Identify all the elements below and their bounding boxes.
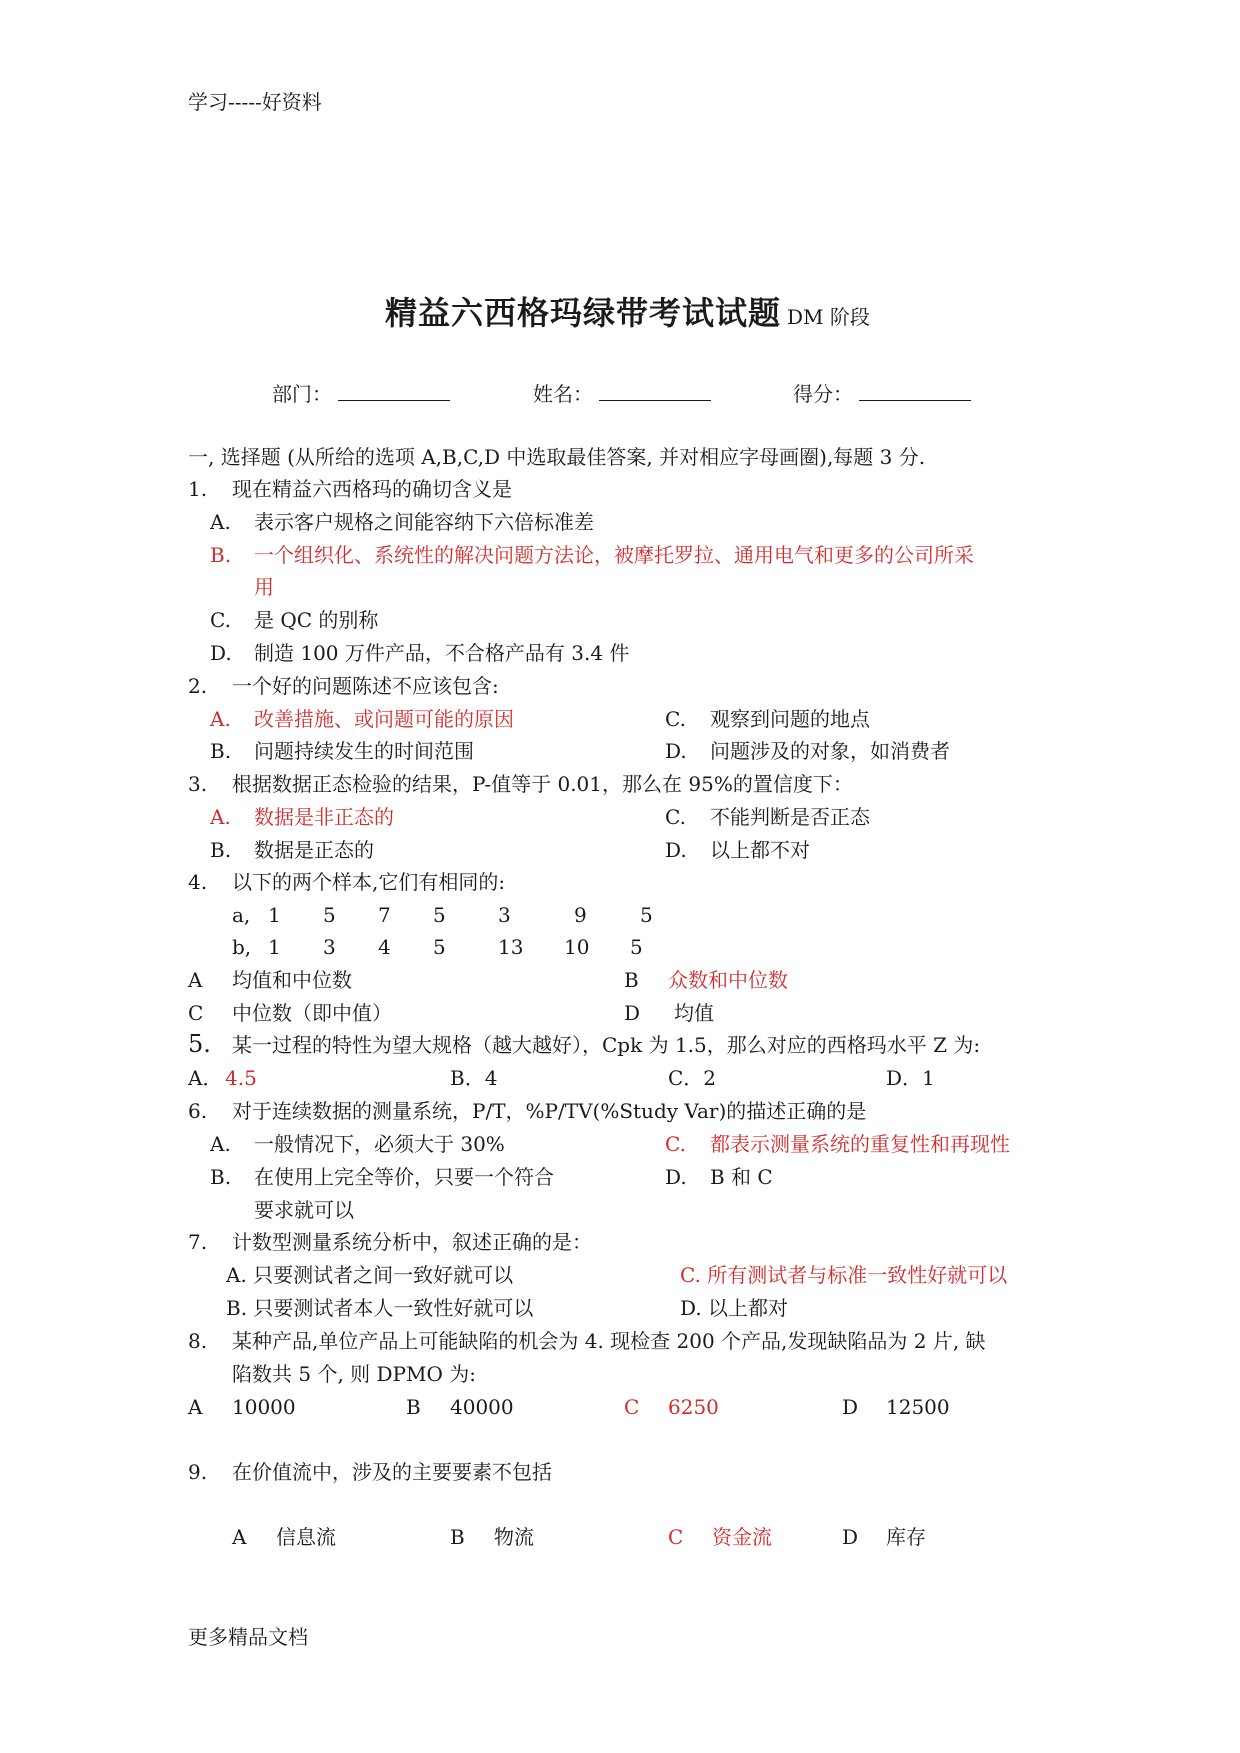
q4-sample-b-value: 3	[323, 935, 336, 959]
q6-option-d-text: B 和 C	[710, 1165, 773, 1189]
q4-sample-a-value: 7	[378, 903, 391, 927]
q3-option-a-label: A.	[210, 805, 231, 829]
q7-text: 计数型测量系统分析中，叙述正确的是：	[232, 1230, 592, 1254]
q6-option-c-text: 都表示测量系统的重复性和再现性	[710, 1132, 1010, 1156]
q6-option-a-text: 一般情况下，必须大于 30%	[254, 1132, 505, 1156]
q4-sample-b-label: b,	[232, 935, 252, 959]
q2-text: 一个好的问题陈述不应该包含:	[232, 674, 499, 698]
q6-option-a-label: A.	[210, 1132, 231, 1156]
page-footer: 更多精品文档	[188, 1625, 308, 1649]
q1-option-b-label: B.	[210, 543, 232, 567]
q4-sample-a-value: 3	[498, 903, 511, 927]
title-main: 精益六西格玛绿带考试试题	[385, 294, 782, 332]
q8-option-c-label: C	[624, 1395, 640, 1419]
q7-option-d: D. 以上都对	[680, 1296, 789, 1320]
q3-option-c-label: C.	[665, 805, 686, 829]
q9-option-c-text: 资金流	[712, 1525, 772, 1549]
q5-option-d: D．1	[886, 1066, 935, 1090]
q7-option-b: B. 只要测试者本人一致性好就可以	[226, 1296, 534, 1320]
q6-option-b-text: 在使用上完全等价，只要一个符合	[254, 1165, 554, 1189]
q5-text: 某一过程的特性为望大规格（越大越好），Cpk 为 1.5，那么对应的西格玛水平 Z 为:	[232, 1033, 981, 1057]
q8-option-c-value: 6250	[668, 1395, 719, 1419]
q1-option-a-text: 表示客户规格之间能容纳下六倍标准差	[254, 510, 594, 534]
dept-blank[interactable]	[338, 382, 450, 401]
q4-text: 以下的两个样本,它们有相同的:	[232, 870, 506, 894]
page-title	[385, 294, 870, 332]
q6-option-c-label: C.	[665, 1132, 686, 1156]
q4-sample-a-label: a,	[232, 903, 251, 927]
q3-text: 根据数据正态检验的结果，P-值等于 0.01，那么在 95%的置信度下：	[232, 772, 853, 796]
q9-text: 在价值流中，涉及的主要要素不包括	[232, 1460, 552, 1484]
q8-text-cont: 陷数共 5 个, 则 DPMO 为:	[232, 1362, 476, 1386]
q2-option-c-label: C.	[665, 707, 686, 731]
q4-sample-b-value: 5	[630, 935, 643, 959]
q1-option-d-label: D.	[210, 641, 232, 665]
q6-option-b-text-cont: 要求就可以	[254, 1198, 354, 1222]
q3-option-d-text: 以上都不对	[710, 838, 810, 862]
q8-option-a-label: A	[188, 1395, 203, 1419]
q1-option-b-text-cont: 用	[254, 575, 274, 599]
q8-option-d-label: D	[842, 1395, 859, 1419]
q5-number: 5.	[188, 1030, 211, 1058]
q1-option-b-text: 一个组织化、系统性的解决问题方法论，被摩托罗拉、通用电气和更多的公司所采	[254, 543, 974, 567]
q4-sample-b-value: 4	[378, 935, 391, 959]
q6-option-b-label: B.	[210, 1165, 232, 1189]
q4-sample-a-value: 5	[433, 903, 446, 927]
q1-option-c-label: C.	[210, 608, 231, 632]
q3-number: 3.	[188, 772, 208, 796]
score-field	[793, 382, 971, 404]
page-header: 学习-----好资料	[188, 90, 322, 114]
name-field	[533, 382, 711, 404]
name-blank[interactable]	[599, 382, 711, 401]
q9-option-d-text: 库存	[886, 1525, 926, 1549]
q4-option-c-text: 中位数（即中值）	[232, 1001, 392, 1025]
dept-label: 部门：	[272, 382, 332, 406]
q4-option-b-label: B	[624, 968, 639, 992]
q9-option-d-label: D	[842, 1525, 859, 1549]
q4-option-c-label: C	[188, 1001, 204, 1025]
q6-number: 6.	[188, 1099, 208, 1123]
q8-option-b-label: B	[406, 1395, 421, 1419]
q3-option-c-text: 不能判断是否正态	[710, 805, 870, 829]
section-heading: 一, 选择题 (从所给的选项 A,B,C,D 中选取最佳答案, 并对相应字母画圈),每题 3 分.	[188, 445, 926, 469]
score-blank[interactable]	[859, 382, 971, 401]
q2-option-b-label: B.	[210, 739, 232, 763]
q3-option-a-text: 数据是非正态的	[254, 805, 394, 829]
q4-sample-b-value: 10	[564, 935, 590, 959]
q1-option-d-text: 制造 100 万件产品，不合格产品有 3.4 件	[254, 641, 630, 665]
q9-number: 9.	[188, 1460, 208, 1484]
q5-option-c: C．2	[668, 1066, 717, 1090]
q7-number: 7.	[188, 1230, 208, 1254]
q4-sample-b-value: 5	[433, 935, 446, 959]
q4-option-a-label: A	[188, 968, 203, 992]
q9-option-a-label: A	[232, 1525, 247, 1549]
q5-option-b: B．4	[450, 1066, 498, 1090]
q4-sample-a-value: 9	[574, 903, 587, 927]
q3-option-d-label: D.	[665, 838, 687, 862]
q2-option-c-text: 观察到问题的地点	[710, 707, 870, 731]
q9-option-b-text: 物流	[494, 1525, 534, 1549]
q4-sample-a-value: 5	[323, 903, 336, 927]
q8-option-d-value: 12500	[886, 1395, 950, 1419]
q4-option-d-label: D	[624, 1001, 641, 1025]
q5-option-a-label: A．	[188, 1066, 223, 1090]
title-suffix: DM 阶段	[787, 305, 870, 329]
q8-option-a-value: 10000	[232, 1395, 296, 1419]
q3-option-b-text: 数据是正态的	[254, 838, 374, 862]
q4-option-a-text: 均值和中位数	[232, 968, 352, 992]
q4-option-b-text: 众数和中位数	[668, 968, 788, 992]
q4-sample-a-value: 5	[640, 903, 653, 927]
q1-option-a-label: A.	[210, 510, 231, 534]
q4-sample-b-value: 13	[498, 935, 524, 959]
q8-option-b-value: 40000	[450, 1395, 514, 1419]
q1-text: 现在精益六西格玛的确切含义是	[232, 477, 512, 501]
q1-number: 1.	[188, 477, 208, 501]
q5-option-a-value: 4.5	[225, 1066, 257, 1090]
q2-option-a-text: 改善措施、或问题可能的原因	[254, 707, 514, 731]
score-label: 得分：	[793, 382, 853, 406]
q8-number: 8.	[188, 1329, 208, 1353]
q4-sample-a-value: 1	[268, 903, 281, 927]
q3-option-b-label: B.	[210, 838, 232, 862]
name-label: 姓名：	[533, 382, 593, 406]
q2-option-d-label: D.	[665, 739, 687, 763]
q8-text: 某种产品,单位产品上可能缺陷的机会为 4. 现检查 200 个产品,发现缺陷品为 2 片, 缺	[232, 1329, 986, 1353]
q2-option-d-text: 问题涉及的对象，如消费者	[710, 739, 950, 763]
q9-option-c-label: C	[668, 1525, 684, 1549]
q6-option-d-label: D.	[665, 1165, 687, 1189]
q2-number: 2.	[188, 674, 208, 698]
q4-sample-b-value: 1	[268, 935, 281, 959]
q4-option-d-text: 均值	[674, 1001, 714, 1025]
q9-option-b-label: B	[450, 1525, 465, 1549]
q6-text: 对于连续数据的测量系统，P/T，%P/TV(%Study Var)的描述正确的是	[232, 1099, 867, 1123]
dept-field	[272, 382, 450, 404]
q2-option-b-text: 问题持续发生的时间范围	[254, 739, 474, 763]
q7-option-a: A. 只要测试者之间一致好就可以	[226, 1263, 514, 1287]
q7-option-c: C. 所有测试者与标准一致性好就可以	[680, 1263, 1008, 1287]
q2-option-a-label: A.	[210, 707, 231, 731]
q1-option-c-text: 是 QC 的别称	[254, 608, 379, 632]
q4-number: 4.	[188, 870, 208, 894]
q9-option-a-text: 信息流	[276, 1525, 336, 1549]
